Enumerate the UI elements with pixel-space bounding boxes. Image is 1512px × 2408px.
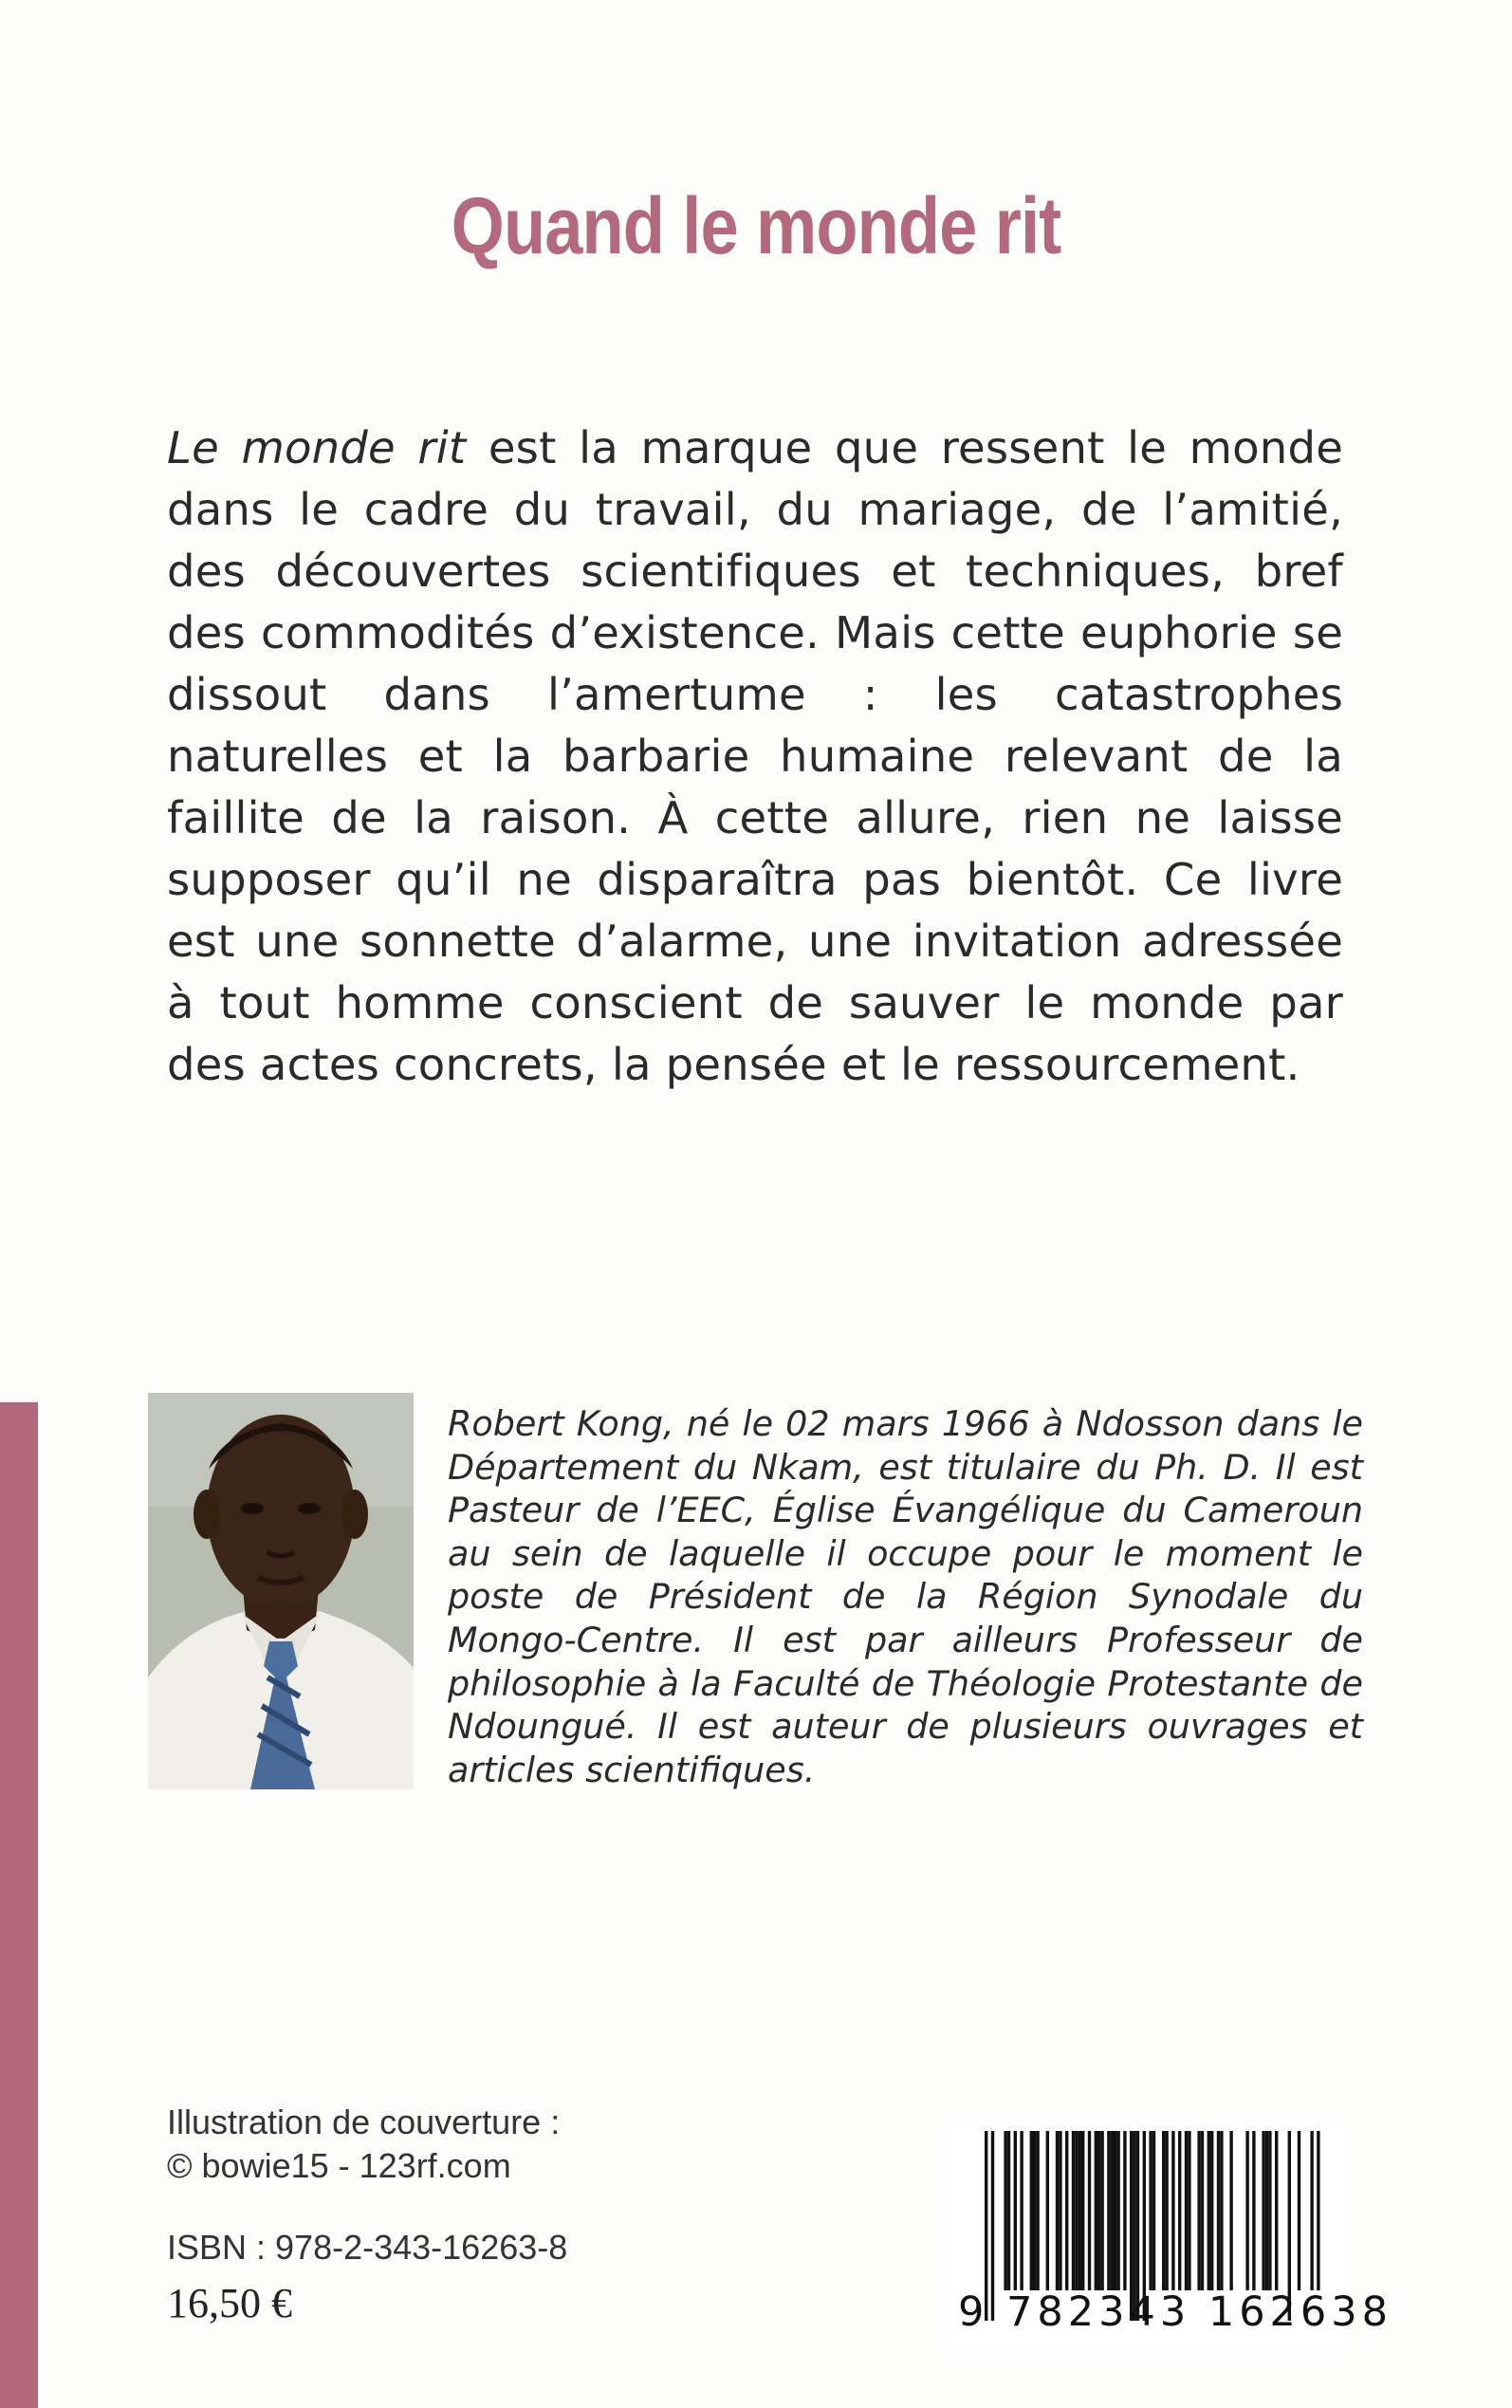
barcode-bar <box>1075 2131 1078 2290</box>
cover-credits <box>167 2101 560 2188</box>
barcode-bar <box>1197 2131 1200 2290</box>
barcode-bar <box>1056 2131 1059 2290</box>
barcode-bar <box>1100 2131 1103 2290</box>
credits-line-1: Illustration de couverture : <box>167 2102 561 2141</box>
author-bio <box>448 1402 1363 1791</box>
barcode-bar <box>1065 2131 1068 2290</box>
barcode-bar <box>1097 2131 1100 2290</box>
barcode-bar <box>1072 2131 1075 2290</box>
barcode-bar <box>1262 2131 1264 2290</box>
author-photo <box>148 1393 414 1789</box>
barcode-bar <box>1033 2131 1036 2290</box>
barcode-bar <box>1268 2131 1271 2290</box>
barcode-bar <box>1088 2131 1091 2290</box>
side-accent-bar <box>0 1402 38 2408</box>
blurb-italic-lead: Le monde rit <box>167 422 467 473</box>
blurb-text: est la marque que ressent le monde dans le cadre du travail, du mariage, de l’amitié, des découvertes scientifiques et techniques, bref des commodités d’existence. Mais cette euphorie se dissout dans l’amertume : les catastrophes naturelles et la barbarie humaine relevant de la faillite de la raison. À cette allure, rien ne laisse supposer qu’il ne disparaîtra pas bientôt. Ce livre est une sonnette d’alarme, une invitation adressée à tout homme conscient de sauver le monde par des actes concrets, la pensée et le ressourcement. <box>167 422 1343 1090</box>
barcode-bar <box>1217 2131 1220 2290</box>
barcode-bar <box>1020 2131 1023 2290</box>
back-cover-blurb <box>167 417 1343 1096</box>
barcode-bar <box>1004 2131 1006 2290</box>
price-text: 16,50 € <box>167 2280 292 2326</box>
barcode-bar <box>1208 2131 1210 2290</box>
isbn-text: ISBN : 978-2-343-16263-8 <box>167 2228 568 2267</box>
barcode-bar <box>1036 2131 1039 2290</box>
barcode-bar <box>1220 2131 1223 2290</box>
barcode-bar <box>1095 2131 1097 2290</box>
barcode-bar <box>1229 2131 1232 2290</box>
barcode-bar <box>1152 2131 1155 2290</box>
barcode-bar <box>1310 2131 1313 2290</box>
barcode-bar <box>1079 2131 1081 2290</box>
barcode-bar <box>1116 2131 1119 2290</box>
barcode-bar <box>1114 2131 1116 2290</box>
barcode-bar <box>1030 2131 1033 2290</box>
barcode-bar <box>1171 2131 1174 2290</box>
barcode-bar <box>1107 2131 1110 2290</box>
barcode-bar <box>1178 2131 1181 2290</box>
barcode-bar <box>1210 2131 1213 2290</box>
barcode-bar <box>1123 2131 1126 2290</box>
author-portrait-illustration <box>148 1393 414 1789</box>
barcode-digits: 9 782343 162638 <box>958 2288 1392 2336</box>
barcode-bar <box>1185 2131 1188 2290</box>
barcode-bar <box>1165 2131 1168 2290</box>
author-bio-text: né le 02 mars 1966 à Ndosson dans le Département du Nkam, est titulaire du Ph. D. Il est Pasteur de l’EEC, Église Évangélique du Cameroun au sein de laquelle il occupe pour le moment le poste de Président de la Région Synodale du Mongo-Centre. Il est par ailleurs Professeur de philosophie à la Faculté de Théologie Protestante de Ndoungué. Il est auteur de plusieurs ouvrages et articles scientifiques. <box>448 1403 1364 1790</box>
barcode-bar <box>1059 2131 1061 2290</box>
barcode-bar <box>1111 2131 1114 2290</box>
barcode-bar <box>1162 2131 1165 2290</box>
barcode-bar <box>1265 2131 1268 2290</box>
book-title: Quand le monde rit <box>451 181 1061 270</box>
credits-line-2: © bowie15 - 123rf.com <box>167 2146 511 2185</box>
barcode-bar <box>1317 2131 1319 2290</box>
barcode-bar <box>1014 2131 1017 2290</box>
barcode-bar <box>1007 2131 1010 2290</box>
barcode-bar <box>1245 2131 1248 2290</box>
barcode-bar <box>1188 2131 1190 2290</box>
barcode-bar <box>1201 2131 1204 2290</box>
barcode-bar <box>1081 2131 1084 2290</box>
barcode-bar <box>1149 2131 1152 2290</box>
author-name: Robert Kong, <box>448 1403 674 1444</box>
barcode-bar <box>1046 2131 1049 2290</box>
barcode-bar <box>1298 2131 1300 2290</box>
barcode-bar <box>1252 2131 1255 2290</box>
barcode-bar <box>1275 2131 1278 2290</box>
